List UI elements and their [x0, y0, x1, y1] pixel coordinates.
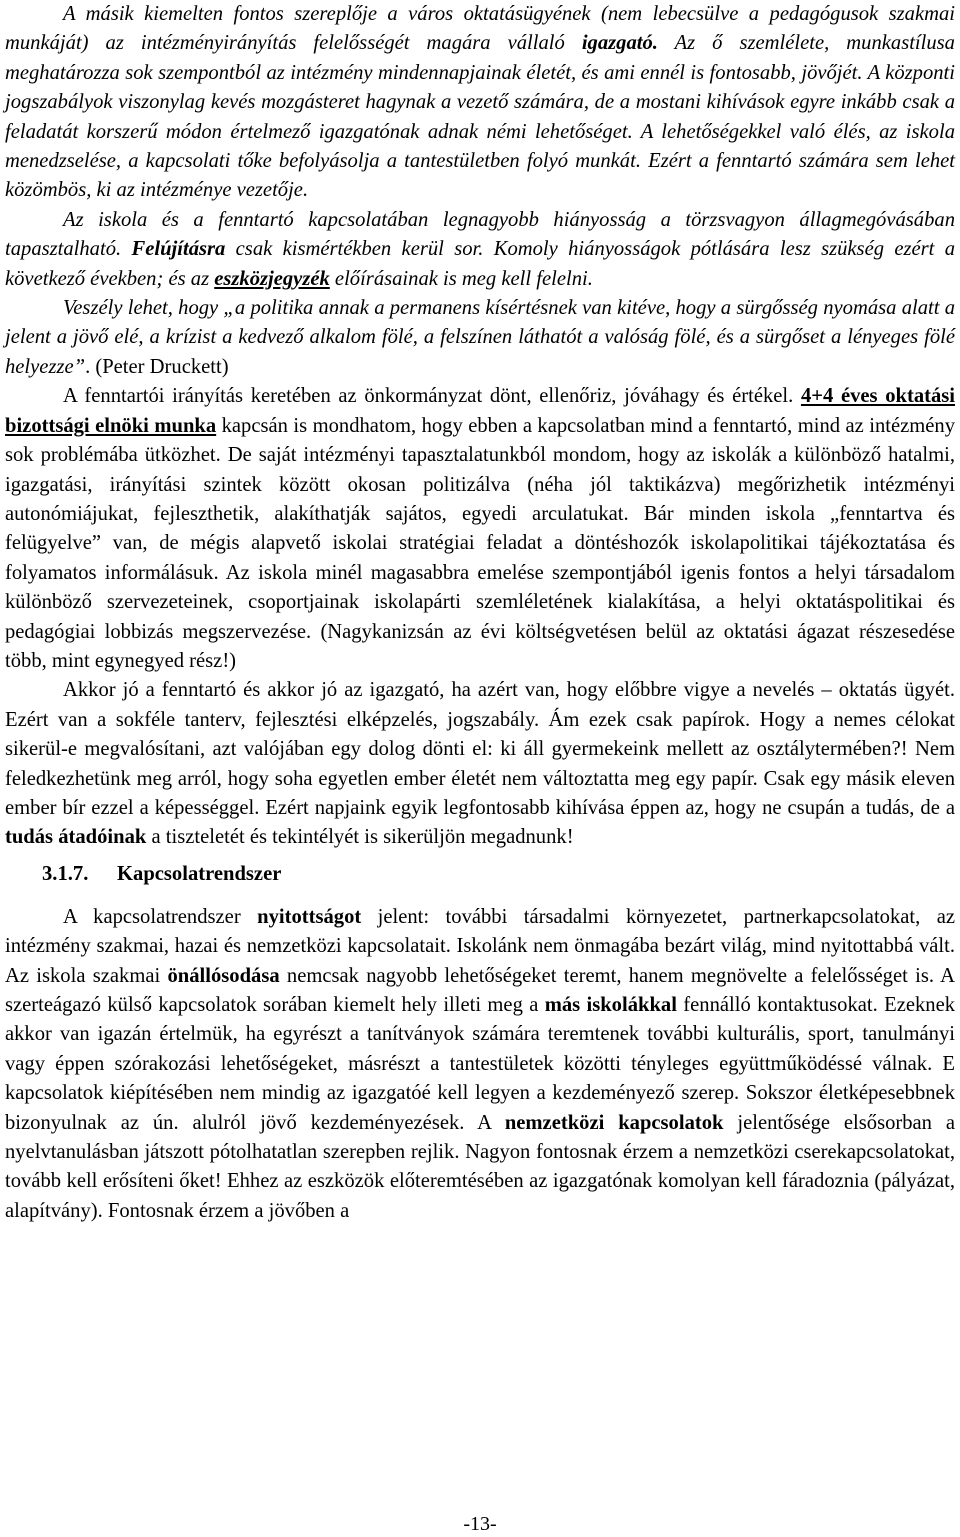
emphasis-tudas-atadoinak: tudás átadóinak [5, 826, 147, 849]
paragraph-relations: A kapcsolatrendszer nyitottságot jelent: további társadalmi környezetet, partnerkapcsolatokat, az intézmény szakmai, hazai és nemzetközi kapcsolatait. Iskolánk nem önmagába bezárt világ, mind nyitottabbá vált. Az iskola szakmai önállósodása nemcsak nagyobb lehetőségeket teremt, hanem megnövelte a felelősséget is. A szerteágazó külső kapcsolatok sorában kiemelt hely illeti meg a más iskolákkal fennálló kontaktusokat. Ezeknek akkor van igazán értelmük, ha egyrészt a tanítványok számára teremtenek további kulturális, sport, tanulmányi vagy éppen szórakozási lehetőségeket, másrészt a tantestületek közötti tényleges együttműködéssé válnak. E kapcsolatok kiépítésében nem mindig az igazgatóé kell legyen a kezdeményező szerep. Sokszor életképesebbnek bizonyulnak az ún. alulról jövő kezdeményezések. A nemzetközi kapcsolatok jelentősége elsősorban a nyelvtanulásban játszott pótolhatatlan szerepben rejlik. Nagyon fontosnak érzem a nemzetközi cserekapcsolatokat, tovább kell erősíteni őket! Ehhez az eszközök előteremtésében az igazgatónak komolyan kell fáradoznia (pályázat, alapítvány). Fontosnak érzem a jövőben a [5, 905, 956, 1222]
emphasis-committee: 4+4 éves oktatási bizottsági elnöki munka [5, 385, 956, 437]
paragraph-teachers: Akkor jó a fenntartó és akkor jó az igazgató, ha azért van, hogy előbbre vigye a nevelés – oktatás ügyét. Ezért van a sokféle tanterv, fejlesztési elképzelés, jogszabály. Ám ezek csak papírok. Hogy a nemes célokat sikerül-e megvalósítani, azt valójában egy dolog dönti el: ki áll gyermekeink mellett az osztálytermében?! Nem feledkezhetünk meg arról, hogy soha egyetlen ember életét nem változtatta meg egy papír. Csak egy másik eleven ember bír ezzel a képességgel. Ezért napjaink egyik legfontosabb kihívása éppen az, hogy ne csupán a tudás, de a tudás átadóinak a tiszteletét és tekintélyét is sikerüljön megadnunk! [5, 679, 955, 849]
emphasis-mas-iskolakkal: más iskolákkal [544, 994, 677, 1016]
paragraph-maintainer: Az iskola és a fenntartó kapcsolatában legnagyobb hiányosság a törzsvagyon állagmegóvásában tapasztalható. Felújításra csak kismértékben kerül sor. Komoly hiányosságok pótlására lesz szükség ezért a következő években; és az eszközjegyzék előírásainak is meg kell felelni. [5, 208, 955, 290]
section-title: Kapcsolatrendszer [117, 862, 282, 885]
emphasis-eszkozjegyzek: eszközjegyzék [214, 267, 330, 290]
emphasis-nyitottsagot: nyitottságot [257, 905, 362, 928]
paragraph-governance: A fenntartói irányítás keretében az önkormányzat dönt, ellenőriz, jóváhagy és értékel. 4+4 éves oktatási bizottsági elnöki munka kapcsán is mondhatom, hogy ebben a kapcsolatban mind a fenntartó, mind az intézmény sok problémába ütközhet. De saját intézményi tapasztalatunkból mondom, hogy az iskolák a különböző hatalmi, igazgatási, irányítási szintek között okosan politizálva (néha jól taktikázva) megőrizhetik intézményi autonómiájukat, fejleszthetik, alakíthatják sajátos, egyedi arculatukat. Bár minden iskola „fenntartva és felügyelve” van, de mégis alapvető iskolai stratégiai feladat a döntéshozók iskolapolitikai tájékoztatása és folyamatos informálásuk. Az iskola minél magasabbra emelése szempontjából igenis fontos a helyi társadalom különböző szervezeteinek, csoportjainak iskolapárti szemléletének kialakítása, a helyi oktatáspolitikai és pedagógiai lobbizás megszervezése. (Nagykanizsán az évi költségvetésen belül az oktatási ágazat részesedése több, mint egynegyed rész!) [5, 385, 956, 672]
document-page [5, 0, 955, 1537]
emphasis-felujitasra: Felújításra [131, 238, 226, 261]
paragraph-quote [5, 294, 955, 382]
quote-text: Veszély lehet, hogy „a politika annak a permanens kísértésnek van kitéve, hogy a sürgősség nyomása alatt a jelent a jövő elé, a krízist a kedvező alkalom fölé, a felszínen láthatót a valóság fölé, és a sürgőset a lényeges fölé helyezze” [5, 297, 955, 378]
emphasis-igazgato: igazgató. [581, 32, 658, 55]
paragraph-director: A másik kiemelten fontos szereplője a város oktatásügyének (nem lebecsülve a pedagógusok szakmai munkáját) az intézményirányítás felelősségét magára vállaló igazgató. Az ő szemlélete, munkastílusa meghatározza sok szempontból az intézmény mindennapjainak életét, és ami ennél is fontosabb, jövőjét. A központi jogszabályok viszonylag kevés mozgásteret hagynak a vezető számára, de a mostani kihívások egyre inkább csak a feladatát korszerű módon értelmező igazgatónak adnak némi lehetőséget. A lehetőségekkel való élés, az iskola menedzselése, a kapcsolati tőke befolyásolja a tantestületben folyó munkát. Ezért a fenntartó számára sem lehet közömbös, ki az intézménye vezetője. [5, 3, 955, 202]
page-number: -13- [463, 1513, 497, 1535]
emphasis-nemzetkozi: nemzetközi kapcsolatok [504, 1111, 724, 1134]
section-number: 3.1.7. [42, 862, 89, 885]
quote-attribution: . (Peter Druckett) [85, 355, 229, 378]
section-heading [5, 859, 955, 889]
emphasis-onallosodasa: önállósodása [167, 964, 280, 987]
